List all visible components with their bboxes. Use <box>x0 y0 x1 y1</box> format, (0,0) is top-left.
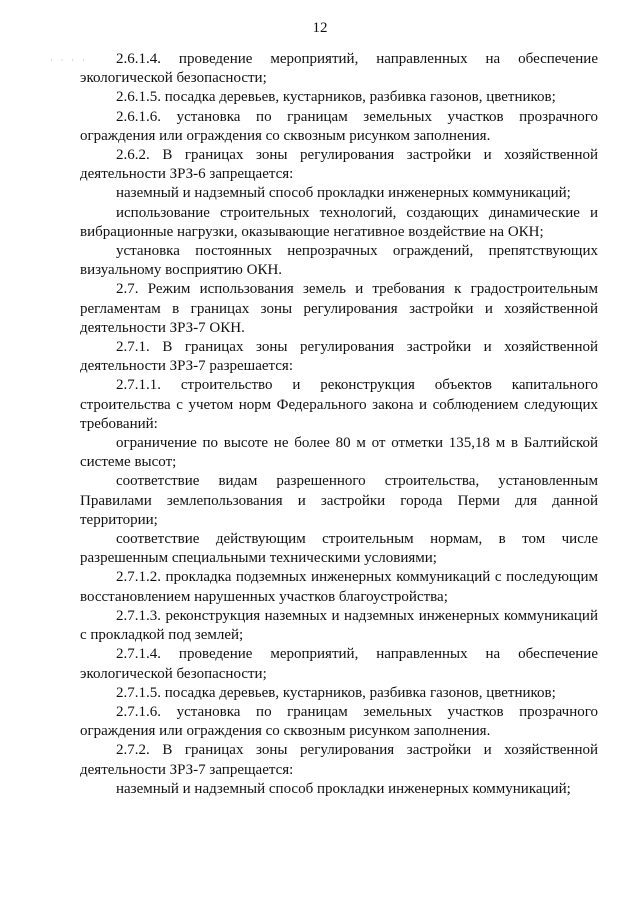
paragraph: 2.7.1.4. проведение мероприятий, направленных на обеспечение экологической безопасности; <box>80 646 598 682</box>
paragraph: 2.7.1.2. прокладка подземных инженерных коммуникаций с последующим восстановлением нарушенных участков благоустройства; <box>80 569 598 605</box>
paragraph: наземный и надземный способ прокладки инженерных коммуникаций; <box>116 780 571 797</box>
paragraph: соответствие действующим строительным нормам, в том числе разрешенным специальными техническими условиями; <box>80 531 598 567</box>
document-body <box>80 50 598 799</box>
paragraph: 2.7.1.1. строительство и реконструкция объектов капитального строительства с учетом норм Федерального закона и соблюдением следующих требований: <box>80 377 598 432</box>
paragraph: 2.7.1. В границах зоны регулирования застройки и хозяйственной деятельности ЗРЗ-7 разрешается: <box>80 339 598 375</box>
paragraph: 2.7.1.3. реконструкция наземных и надземных инженерных коммуникаций с прокладкой под землей; <box>80 607 598 644</box>
paragraph: 2.6.2. В границах зоны регулирования застройки и хозяйственной деятельности ЗРЗ-6 запрещается: <box>80 147 598 183</box>
scan-artifact: · · · · <box>50 56 88 65</box>
paragraph: использование строительных технологий, создающих динамические и вибрационные нагрузки, оказывающие негативное воздействие на ОКН; <box>80 204 598 240</box>
paragraph: 2.6.1.5. посадка деревьев, кустарников, разбивка газонов, цветников; <box>116 89 556 106</box>
paragraph: 2.7. Режим использования земель и требования к градостроительным регламентам в границах зоны регулирования застройки и хозяйственной деятельности ЗРЗ-7 ОКН. <box>80 281 598 336</box>
paragraph: соответствие видам разрешенного строительства, установленным Правилами землепользования и застройки города Перми для данной территории; <box>80 473 598 528</box>
paragraph: 2.6.1.6. установка по границам земельных участков прозрачного ограждения или ограждения со сквозным рисунком заполнения. <box>80 108 598 144</box>
paragraph: 2.7.2. В границах зоны регулирования застройки и хозяйственной деятельности ЗРЗ-7 запрещается: <box>80 742 598 778</box>
paragraph: ограничение по высоте не более 80 м от отметки 135,18 м в Балтийской системе высот; <box>80 435 598 471</box>
paragraph: 2.7.1.6. установка по границам земельных участков прозрачного ограждения или ограждения со сквозным рисунком заполнения. <box>80 703 598 740</box>
page-number: 12 <box>312 20 328 36</box>
paragraph: 2.7.1.5. посадка деревьев, кустарников, разбивка газонов, цветников; <box>116 684 556 701</box>
paragraph: 2.6.1.4. проведение мероприятий, направленных на обеспечение экологической безопасности; <box>80 51 598 87</box>
paragraph: наземный и надземный способ прокладки инженерных коммуникаций; <box>116 185 571 202</box>
paragraph: установка постоянных непрозрачных ограждений, препятствующих визуальному восприятию ОКН. <box>80 243 598 279</box>
